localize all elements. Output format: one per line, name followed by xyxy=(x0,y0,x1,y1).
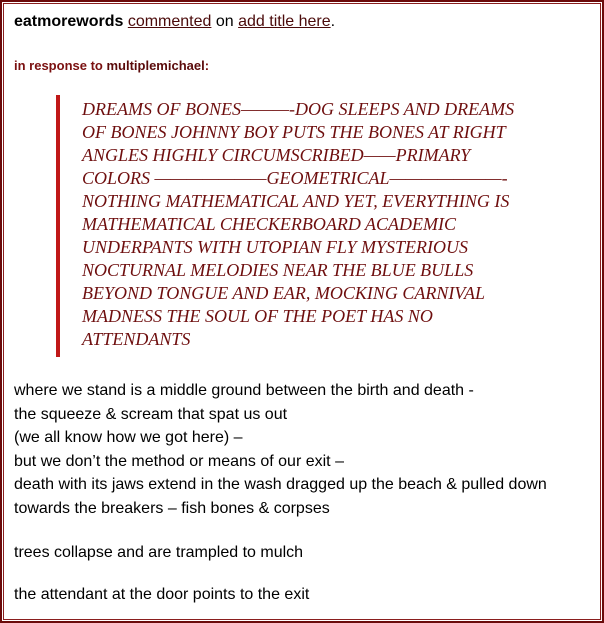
poem-line: (we all know how we got here) – xyxy=(14,429,243,446)
poem-line: but we don’t the method or means of our exit – xyxy=(14,452,344,470)
quote-line: DREAMS OF BONES———-DOG SLEEPS AND DREAMS xyxy=(82,99,515,119)
quote-line: NOTHING MATHEMATICAL AND YET, EVERYTHING IS xyxy=(82,191,510,211)
quote-line: UNDERPANTS WITH UTOPIAN FLY MYSTERIOUS xyxy=(82,237,469,257)
post-header xyxy=(14,12,335,32)
commenter-username[interactable]: eatmorewords xyxy=(14,13,124,30)
in-response-suffix: : xyxy=(204,58,210,73)
responded-username[interactable]: multiplemichael xyxy=(106,58,205,73)
quote-line: ATTENDANTS xyxy=(82,329,191,349)
header-period: . xyxy=(330,13,336,30)
poem-line: the squeeze & scream that spat us out xyxy=(14,405,288,423)
poem-line: towards the breakers – fish bones & corpses xyxy=(14,499,330,517)
poem-stanza-1 xyxy=(14,379,547,520)
quote-line: COLORS ———————GEOMETRICAL———————- xyxy=(82,168,508,188)
quote-line: OF BONES JOHNNY BOY PUTS THE BONES AT RIGHT xyxy=(82,122,506,142)
poem-line: death with its jaws extend in the wash dragged up the beach & pulled down xyxy=(14,476,547,493)
poem-stanza-3: the attendant at the door points to the exit xyxy=(14,586,310,603)
poem-line: where we stand is a middle ground between the birth and death - xyxy=(14,382,474,399)
commented-link[interactable]: commented xyxy=(127,13,212,30)
quote-line: BEYOND TONGUE AND EAR, MOCKING CARNIVAL xyxy=(82,283,486,303)
in-response-line xyxy=(14,58,209,73)
poem-stanza-2: trees collapse and are trampled to mulch xyxy=(14,544,304,561)
quote-line: MATHEMATICAL CHECKERBOARD ACADEMIC xyxy=(82,214,456,234)
post-title-link[interactable]: add title here xyxy=(238,13,331,30)
quote-line: MADNESS THE SOUL OF THE POET HAS NO xyxy=(82,306,433,326)
quote-line: ANGLES HIGHLY CIRCUMSCRIBED——PRIMARY xyxy=(82,145,471,165)
header-on-text: on xyxy=(211,13,239,30)
quote-line: NOCTURNAL MELODIES NEAR THE BLUE BULLS xyxy=(82,260,474,280)
in-response-prefix: in response to xyxy=(14,58,107,73)
blockquote-bar xyxy=(56,95,60,357)
blockquote xyxy=(82,98,592,351)
